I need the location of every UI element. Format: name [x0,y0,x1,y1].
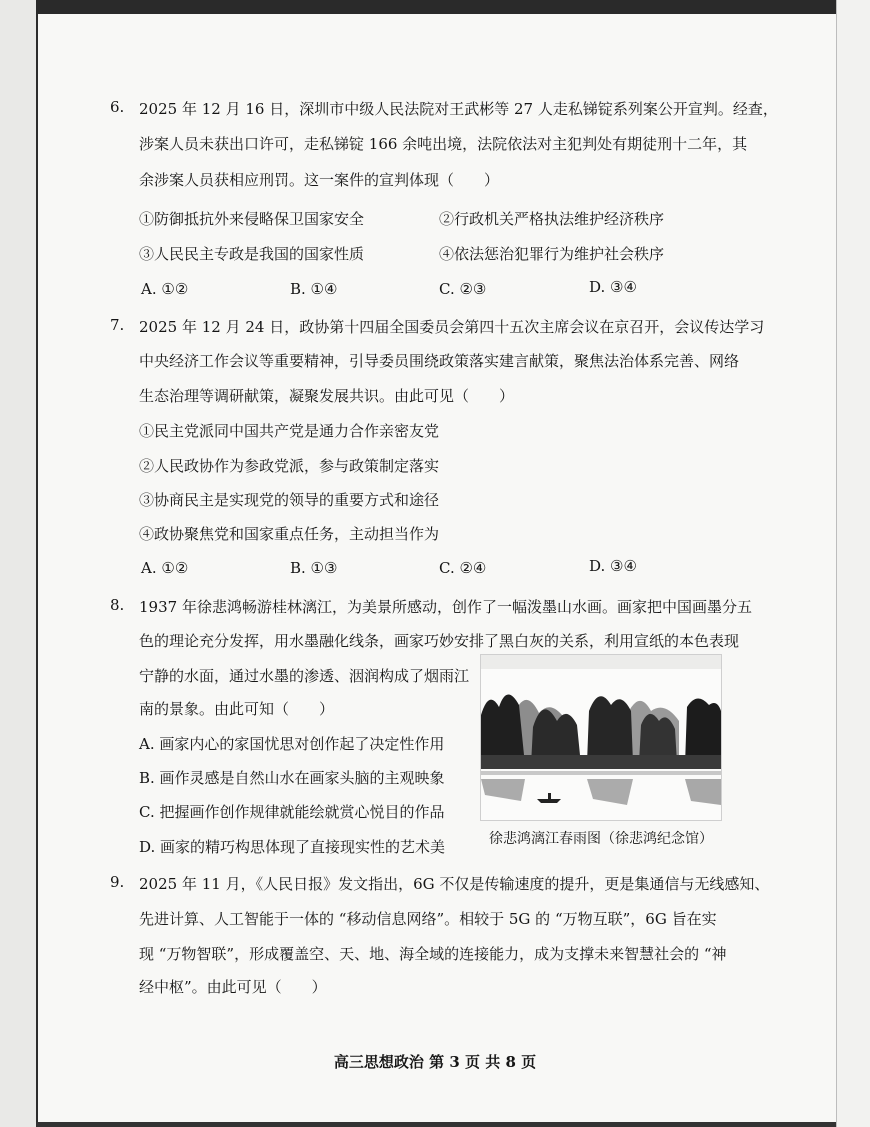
question-6-choice-a: A. ①② [141,280,189,298]
scan-bottom-edge [36,1122,836,1127]
question-8-stem-line: 宁静的水面，通过水墨的渗透、洇润构成了烟雨江 [139,667,470,685]
question-7-choice-d: D. ③④ [589,557,637,575]
question-6-choice-c: C. ②③ [439,280,487,298]
scan-right-margin [836,0,870,1127]
question-6-statement: ④依法惩治犯罪行为维护社会秩序 [439,245,665,263]
question-7-stem-line: 生态治理等调研献策，凝聚发展共识。由此可见（ ） [139,387,515,405]
question-9-number: 9. [110,873,125,891]
question-8-option-d: D. 画家的精巧构思体现了直接现实性的艺术美 [139,838,446,856]
question-8-stem-line: 色的理论充分发挥，用水墨融化线条，画家巧妙安排了黑白灰的关系，利用宣纸的本色表现 [139,632,740,650]
question-6-number: 6. [110,98,125,116]
question-8-stem-line: 南的景象。由此可知（ ） [139,700,335,718]
question-7-stem-line: 中央经济工作会议等重要精神，引导委员围绕政策落实建言献策，聚焦法治体系完善、网络 [139,352,740,370]
question-6-statement: ①防御抵抗外来侵略保卫国家安全 [139,210,365,228]
question-6-stem-line: 余涉案人员获相应刑罚。这一案件的宣判体现（ ） [139,171,500,189]
question-6-choice-d: D. ③④ [589,278,637,296]
question-9-stem-line: 现 “万物智联”，形成覆盖空、天、地、海全域的连接能力，成为支撑未来智慧社会的 “神 [139,945,727,963]
page-footer: 高三思想政治 第 3 页 共 8 页 [333,1053,537,1071]
ink-landscape-painting [480,654,722,821]
question-8-stem-line: 1937 年徐悲鸿畅游桂林漓江，为美景所感动，创作了一幅泼墨山水画。画家把中国画墨分五 [139,598,752,616]
question-8-number: 8. [110,596,125,614]
question-7-choice-c: C. ②④ [439,559,487,577]
question-9-stem-line: 2025 年 11 月，《人民日报》发文指出，6G 不仅是传输速度的提升，更是集通信与无线感知、 [139,875,770,893]
question-8-option-b: B. 画作灵感是自然山水在画家头脑的主观映象 [139,769,445,787]
question-6-statement: ②行政机关严格执法维护经济秩序 [439,210,665,228]
painting-caption: 徐悲鸿漓江春雨图（徐悲鸿纪念馆） [489,831,713,847]
question-7-stem-line: 2025 年 12 月 24 日，政协第十四届全国委员会第四十五次主席会议在京召开，会议传达学习 [139,318,765,336]
question-6-stem-line: 2025 年 12 月 16 日，深圳市中级人民法院对王武彬等 27 人走私锑锭系列案公开宣判。经查， [139,100,778,118]
question-9-stem-line: 经中枢”。由此可见（ ） [139,978,327,996]
question-7-statement: ④政协聚焦党和国家重点任务，主动担当作为 [139,525,440,543]
question-6-stem-line: 涉案人员未获出口许可，走私锑锭 166 余吨出境，法院依法对主犯判处有期徒刑十二年，其 [139,135,748,153]
scan-top-edge [36,0,836,14]
question-7-statement: ①民主党派同中国共产党是通力合作亲密友党 [139,422,440,440]
question-8-option-c: C. 把握画作创作规律就能绘就赏心悦目的作品 [139,803,445,821]
question-7-choice-a: A. ①② [141,559,189,577]
question-7-statement: ③协商民主是实现党的领导的重要方式和途径 [139,491,440,509]
question-7-choice-b: B. ①③ [290,559,338,577]
question-7-number: 7. [110,316,125,334]
question-6-statement: ③人民民主专政是我国的国家性质 [139,245,365,263]
question-9-stem-line: 先进计算、人工智能于一体的 “移动信息网络”。相较于 5G 的 “万物互联”，6G 旨在实 [139,910,717,928]
question-8-option-a: A. 画家内心的家国忧思对创作起了决定性作用 [139,735,445,753]
question-6-choice-b: B. ①④ [290,280,338,298]
question-7-statement: ②人民政协作为参政党派，参与政策制定落实 [139,457,440,475]
